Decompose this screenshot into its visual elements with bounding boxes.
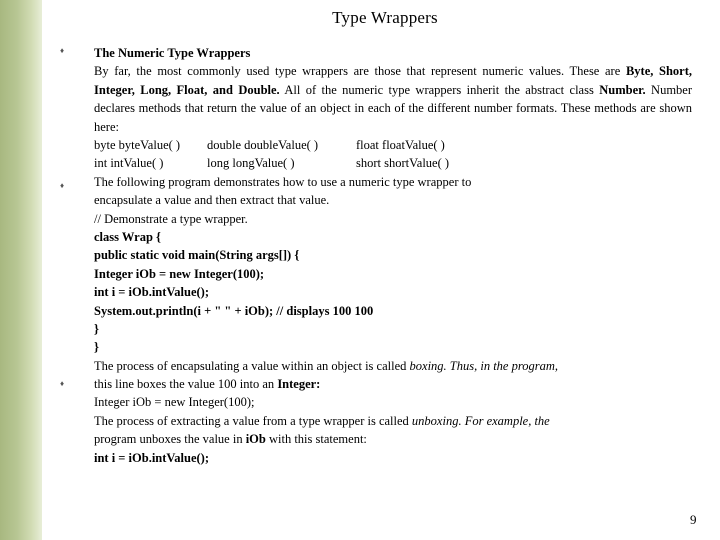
method: double doubleValue( ) <box>207 138 319 153</box>
method: long longValue( ) <box>207 156 295 171</box>
code-line: int i = iOb.intValue(); <box>94 285 210 300</box>
text: By far, the most commonly used type wrappers are those that represent numeric values. These are <box>94 64 626 79</box>
method: byte byteValue( ) <box>94 138 181 153</box>
methods-row <box>94 154 692 172</box>
paragraph <box>94 62 692 136</box>
section-heading: The Numeric Type Wrappers <box>94 46 251 60</box>
text: with this statement: <box>265 432 367 447</box>
slide-title: Type Wrappers <box>332 8 438 27</box>
text-line <box>94 430 692 448</box>
text: The process of extracting a value from a type wrapper is called <box>94 413 412 428</box>
italic-text: boxing. Thus, in the program, <box>409 358 559 373</box>
methods-row <box>94 136 692 154</box>
slide-body <box>94 44 692 467</box>
page-number: 9 <box>690 512 697 527</box>
code-comment: // Demonstrate a type wrapper. <box>94 211 248 226</box>
code-line: class Wrap { <box>94 229 161 244</box>
text: Number declares methods that return the value of an object in each of the different number formats. These methods are shown here: <box>94 82 692 134</box>
method: short shortValue( ) <box>356 156 450 171</box>
text-line <box>94 375 692 393</box>
text-line <box>94 357 692 375</box>
text-line: The following program demonstrates how to use a numeric type wrapper to <box>94 174 472 189</box>
text-line: encapsulate a value and then extract that value. <box>94 193 330 208</box>
code-line: Integer iOb = new Integer(100); <box>94 395 255 410</box>
code-line: Integer iOb = new Integer(100); <box>94 266 265 281</box>
text: this line boxes the value 100 into an <box>94 377 278 392</box>
text: All of the numeric type wrappers inherit the abstract class <box>279 82 600 97</box>
code-line: public static void main(String args[]) { <box>94 248 300 263</box>
text-line <box>94 412 692 430</box>
code-line: int i = iOb.intValue(); <box>94 450 210 465</box>
code-line: } <box>94 321 99 336</box>
bullet-diamond-icon: ♦ <box>60 379 65 388</box>
italic-text: unboxing. For example, the <box>411 413 550 428</box>
text: program unboxes the value in <box>94 432 246 447</box>
bullet-diamond-icon: ♦ <box>60 181 65 190</box>
code-line: System.out.println(i + " " + iOb); // displays 100 100 <box>94 303 374 318</box>
bullet-diamond-icon: ♦ <box>60 46 65 55</box>
variable-name: iOb <box>245 432 266 447</box>
class-name: Number. <box>599 82 646 97</box>
text: The process of encapsulating a value within an object is called <box>94 358 410 373</box>
method: int intValue( ) <box>94 156 164 171</box>
code-line: } <box>94 340 99 355</box>
class-name: Integer: <box>277 377 321 392</box>
type-list: Byte, Short, Integer, Long, Float, and Double. <box>94 64 693 97</box>
left-decorative-bar <box>0 0 42 540</box>
method: float floatValue( ) <box>356 138 445 153</box>
